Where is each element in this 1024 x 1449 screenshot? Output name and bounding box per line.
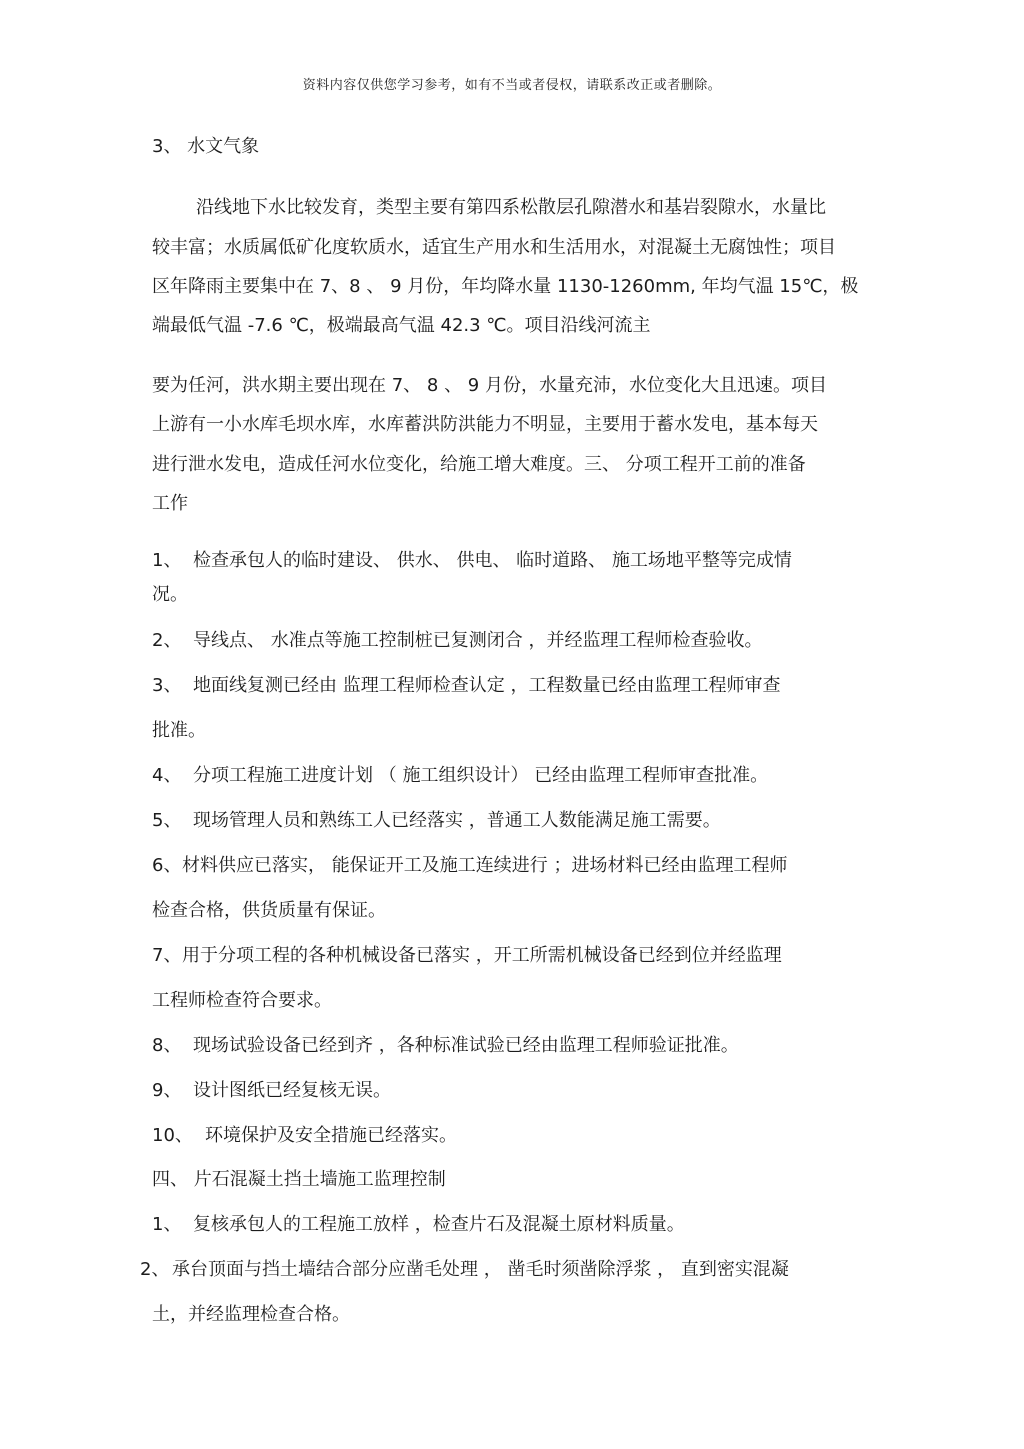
- header-note: 资料内容仅供您学习参考，如有不当或者侵权，请联系改正或者删除。: [302, 78, 722, 93]
- paragraph-line: 上游有一小水库毛坝水库，水库蓄洪防洪能力不明显，主要用于蓄水发电，基本每天: [152, 414, 818, 435]
- paragraph-line: 较丰富；水质属低矿化度软质水，适宜生产用水和生活用水，对混凝土无腐蚀性；项目: [152, 237, 836, 258]
- item-number: 5、: [152, 810, 182, 831]
- item-text: 检查合格，供货质量有保证。: [152, 900, 386, 921]
- item-number: 8、: [152, 1035, 182, 1056]
- paragraph-line: 进行泄水发电，造成任河水位变化，给施工增大难度。三、 分项工程开工前的准备: [152, 454, 806, 475]
- item-text: 现场管理人员和熟练工人已经落实 ，普通工人数能满足施工需要。: [193, 810, 721, 831]
- item-number: 10、: [152, 1125, 193, 1146]
- paragraph-line: 工作: [152, 493, 188, 514]
- paragraph-line: 端最低气温 -7.6 ℃，极端最高气温 42.3 ℃。项目沿线河流主: [152, 315, 651, 336]
- item-text: 土，并经监理检查合格。: [152, 1304, 350, 1325]
- item-text: 导线点、 水准点等施工控制桩已复测闭合 ，并经监理工程师检查验收。: [193, 630, 763, 651]
- item-text: 况。: [152, 584, 188, 605]
- item-number: 2、: [152, 630, 182, 651]
- item-text: 用于分项工程的各种机械设备已落实 ，开工所需机械设备已经到位并经监理: [182, 945, 782, 966]
- item-number: 9、: [152, 1080, 182, 1101]
- item-number: 6、: [152, 855, 182, 876]
- item-number: 7、: [152, 945, 182, 966]
- paragraph-line: 沿线地下水比较发育，类型主要有第四系松散层孔隙潜水和基岩裂隙水，水量比: [196, 197, 826, 218]
- item-text: 现场试验设备已经到齐 ，各种标准试验已经由监理工程师验证批准。: [193, 1035, 739, 1056]
- item-number: 2、: [140, 1259, 170, 1280]
- paragraph-line: 区年降雨主要集中在 7、8 、 9 月份，年均降水量 1130-1260mm, 年均气温 15℃，极: [152, 276, 859, 297]
- item-number: 3、: [152, 675, 182, 696]
- item-number: 1、: [152, 1214, 182, 1235]
- paragraph-line: 要为任河，洪水期主要出现在 7、 8 、 9 月份，水量充沛，水位变化大且迅速。项目: [152, 375, 827, 396]
- item-text: 地面线复测已经由 监理工程师检查认定 ，工程数量已经由监理工程师审查: [193, 675, 781, 696]
- item-number: 1、: [152, 550, 182, 571]
- item-text: 批准。: [152, 720, 206, 741]
- item-text: 环境保护及安全措施已经落实。: [205, 1125, 457, 1146]
- item-text: 工程师检查符合要求。: [152, 990, 332, 1011]
- section-4-title: 四、 片石混凝土挡土墙施工监理控制: [152, 1169, 446, 1190]
- item-text: 设计图纸已经复核无误。: [193, 1080, 391, 1101]
- item-number: 4、: [152, 765, 182, 786]
- section-3-title: 3、 水文气象: [152, 136, 260, 157]
- item-text: 材料供应已落实， 能保证开工及施工连续进行 ；进场材料已经由监理工程师: [182, 855, 788, 876]
- item-text: 检查承包人的临时建设、 供水、 供电、 临时道路、 施工场地平整等完成情: [193, 550, 792, 571]
- item-text: 复核承包人的工程施工放样 ，检查片石及混凝土原材料质量。: [193, 1214, 685, 1235]
- item-text: 分项工程施工进度计划 （ 施工组织设计） 已经由监理工程师审查批准。: [193, 765, 769, 786]
- item-text: 承台顶面与挡土墙结合部分应凿毛处理 ， 凿毛时须凿除浮浆 ， 直到密实混凝: [172, 1259, 789, 1280]
